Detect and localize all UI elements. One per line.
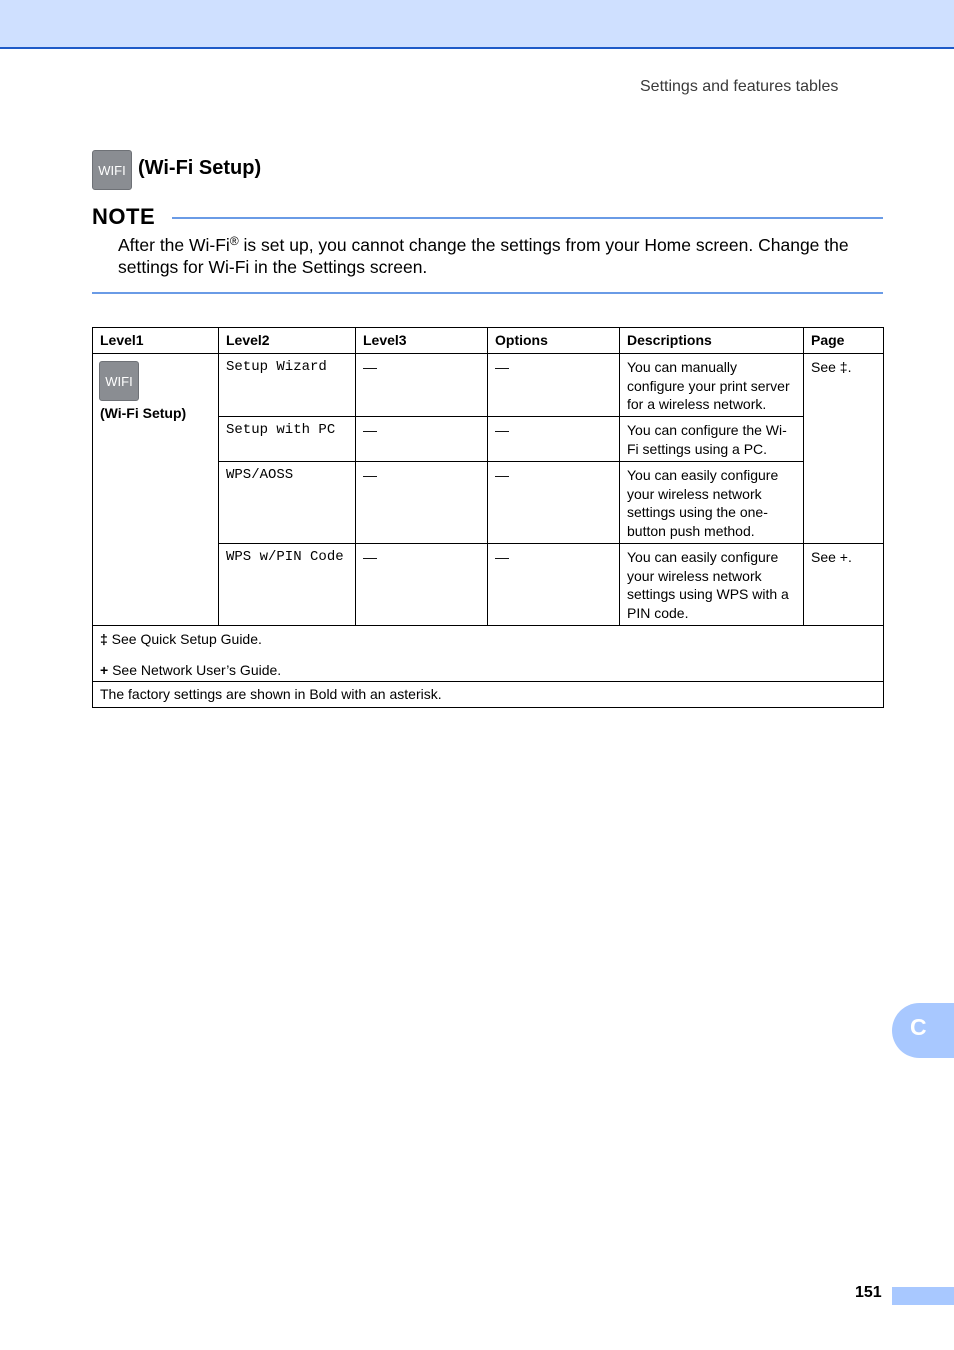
note-label: NOTE (92, 204, 156, 229)
level3-cell: — (356, 544, 488, 626)
footnotes-cell (93, 626, 884, 682)
running-head: Settings and features tables (640, 78, 839, 95)
chapter-tab-letter: C (910, 1014, 927, 1040)
footnote-text: See Network User’s Guide. (108, 662, 282, 678)
page-cell-quick-setup: See ‡. (804, 354, 884, 544)
col-header-level2: Level2 (219, 328, 356, 354)
settings-table (92, 327, 884, 708)
col-header-descriptions: Descriptions (620, 328, 804, 354)
options-cell: — (488, 354, 620, 417)
description-cell: You can easily configure your wireless network settings using the one-button push method. (620, 462, 804, 544)
top-header-band (0, 0, 954, 49)
footnote-network-guide (100, 661, 876, 679)
options-cell: — (488, 544, 620, 626)
plus-symbol: + (100, 662, 109, 678)
level3-cell: — (356, 354, 488, 417)
page-number-tab (892, 1287, 954, 1305)
page-number: 151 (855, 1284, 882, 1301)
wifi-icon: WIFI (92, 150, 132, 190)
level2-setup-wizard: Setup Wizard (219, 354, 356, 417)
factory-note-row (93, 682, 884, 708)
footnotes-row (93, 626, 884, 682)
note-rule-top (172, 217, 883, 219)
level3-cell: — (356, 417, 488, 462)
table-header-row (93, 328, 884, 354)
options-cell: — (488, 417, 620, 462)
description-cell: You can manually configure your print server for a wireless network. (620, 354, 804, 417)
footnote-quick-setup (100, 630, 876, 648)
col-header-options: Options (488, 328, 620, 354)
double-dagger-symbol: ‡ (100, 631, 108, 647)
note-text-end: is set up, you cannot change the settings from your Home screen. Change the settings for Wi-Fi in the Settings screen. (118, 235, 849, 277)
level3-cell: — (356, 462, 488, 544)
description-cell: You can easily configure your wireless network settings using WPS with a PIN code. (620, 544, 804, 626)
level2-wps-pin-code: WPS w/PIN Code (219, 544, 356, 626)
note-rule-bottom (92, 292, 883, 294)
factory-note: The factory settings are shown in Bold with an asterisk. (93, 682, 884, 708)
col-header-page: Page (804, 328, 884, 354)
section-title: (Wi-Fi Setup) (138, 157, 262, 179)
page-cell-network-guide: See +. (804, 544, 884, 626)
registered-mark: ® (229, 234, 239, 248)
footnote-text: See Quick Setup Guide. (107, 631, 262, 647)
note-text-start: After the Wi-Fi (118, 235, 230, 255)
table-row (93, 354, 884, 417)
level2-wps-aoss: WPS/AOSS (219, 462, 356, 544)
col-header-level3: Level3 (356, 328, 488, 354)
chapter-tab (892, 1003, 954, 1058)
options-cell: — (488, 462, 620, 544)
level2-setup-with-pc: Setup with PC (219, 417, 356, 462)
level1-label: (Wi-Fi Setup) (100, 405, 187, 421)
note-body (118, 234, 886, 278)
wifi-icon: WIFI (99, 361, 139, 401)
col-header-level1: Level1 (93, 328, 219, 354)
description-cell: You can configure the Wi-Fi settings using a PC. (620, 417, 804, 462)
